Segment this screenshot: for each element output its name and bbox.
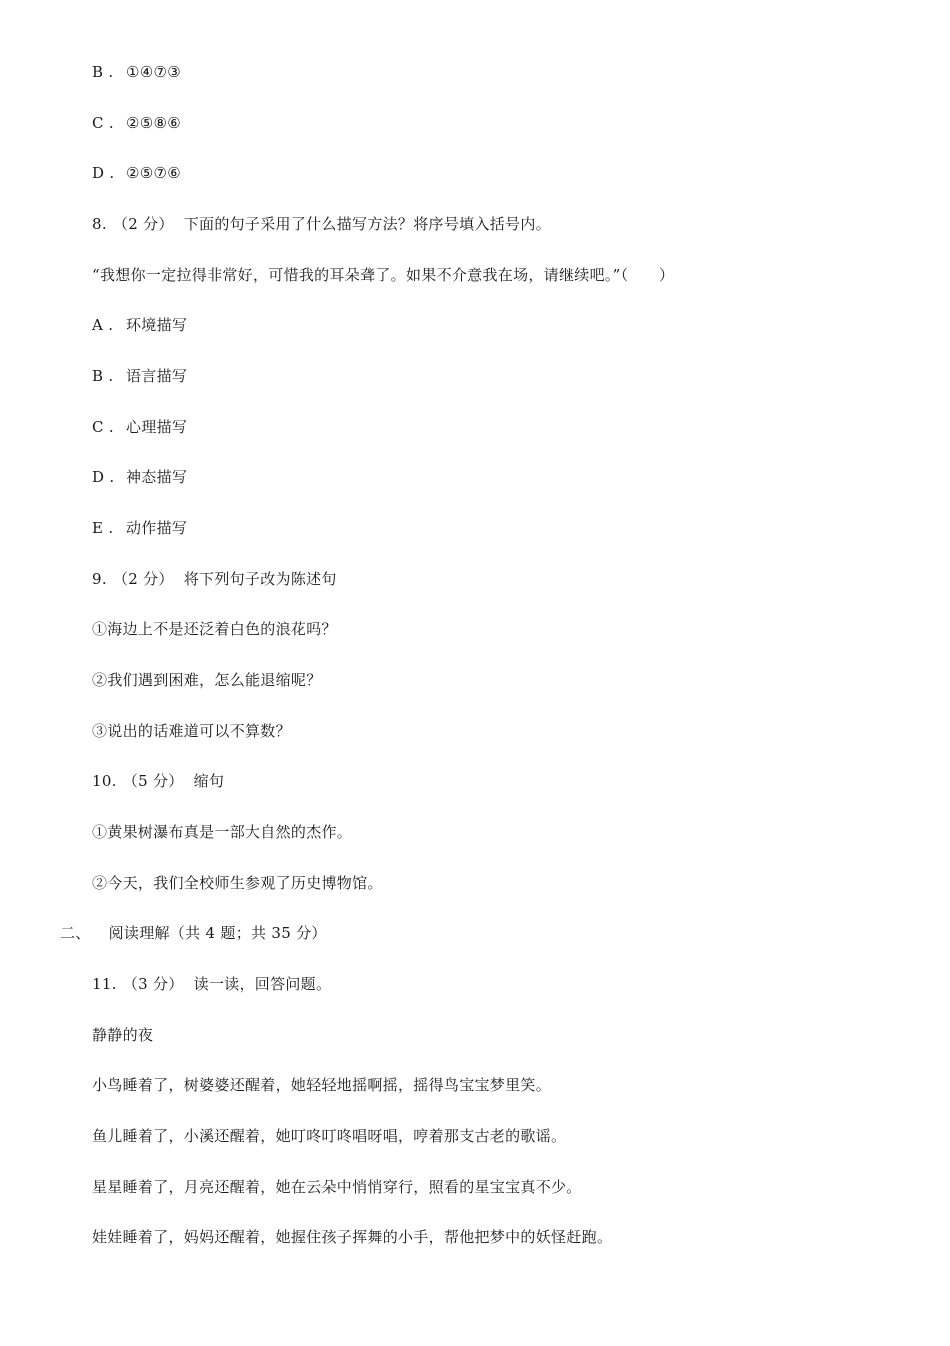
section-title: 阅读理解（共 4 题；共 35 分）: [108, 924, 327, 942]
option-letter: D .: [92, 164, 115, 182]
option-text: ①④⑦③: [126, 63, 181, 81]
question-9-item-1: ①海边上不是还泛着白色的浪花吗？: [92, 620, 337, 638]
option-text: ②⑤⑦⑥: [126, 164, 181, 182]
question-score: （2 分）: [112, 215, 174, 233]
option-letter: B .: [92, 63, 114, 81]
option-q8-a: [92, 315, 187, 335]
option-q8-b: [92, 366, 187, 386]
question-number: 9.: [92, 570, 107, 588]
question-score: （3 分）: [122, 975, 184, 993]
passage-paragraph-1: 小鸟睡着了，树婆婆还醒着，她轻轻地摇啊摇，摇得鸟宝宝梦里笑。: [92, 1076, 552, 1094]
option-letter: E .: [92, 519, 114, 537]
option-letter: B .: [92, 367, 114, 385]
option-text: 心理描写: [126, 418, 188, 436]
option-q8-c: [92, 417, 187, 437]
option-letter: C .: [92, 114, 114, 132]
question-number: 11.: [92, 975, 117, 993]
question-10-header: [92, 771, 224, 791]
question-8-header: [92, 214, 551, 234]
question-8-sentence: “我想你一定拉得非常好，可惜我的耳朵聋了。如果不介意我在场，请继续吧。”（ ）: [92, 266, 675, 284]
question-prompt: 缩句: [193, 772, 225, 790]
option-text: 神态描写: [126, 468, 188, 486]
option-q8-d: [92, 467, 187, 487]
option-q7-d: [92, 163, 181, 183]
question-9-item-3: ③说出的话难道可以不算数？: [92, 722, 291, 740]
option-q7-c: [92, 113, 181, 133]
question-prompt: 下面的句子采用了什么描写方法？将序号填入括号内。: [183, 215, 551, 233]
passage-title: 静静的夜: [92, 1026, 154, 1044]
question-11-header: [92, 974, 331, 994]
section-number: 二、: [60, 924, 91, 942]
option-letter: D .: [92, 468, 115, 486]
question-9-item-2: ②我们遇到困难，怎么能退缩呢？: [92, 671, 322, 689]
option-letter: A .: [92, 316, 114, 334]
passage-paragraph-3: 星星睡着了，月亮还醒着，她在云朵中悄悄穿行，照看的星宝宝真不少。: [92, 1178, 582, 1196]
option-letter: C .: [92, 418, 114, 436]
question-10-item-1: ①黄果树瀑布真是一部大自然的杰作。: [92, 823, 353, 841]
question-number: 8.: [92, 215, 107, 233]
question-10-item-2: ②今天，我们全校师生参观了历史博物馆。: [92, 874, 383, 892]
question-score: （5 分）: [122, 772, 184, 790]
question-9-header: [92, 569, 337, 589]
passage-paragraph-2: 鱼儿睡着了，小溪还醒着，她叮咚叮咚唱呀唱，哼着那支古老的歌谣。: [92, 1127, 567, 1145]
question-prompt: 读一读，回答问题。: [193, 975, 332, 993]
passage-paragraph-4: 娃娃睡着了，妈妈还醒着，她握住孩子挥舞的小手，帮他把梦中的妖怪赶跑。: [92, 1228, 613, 1246]
section-heading: [60, 923, 327, 943]
option-q8-e: [92, 518, 187, 538]
option-q7-b: [92, 62, 181, 82]
option-text: 环境描写: [126, 316, 188, 334]
option-text: ②⑤⑧⑥: [126, 114, 181, 132]
question-number: 10.: [92, 772, 117, 790]
option-text: 动作描写: [126, 519, 188, 537]
question-score: （2 分）: [112, 570, 174, 588]
question-prompt: 将下列句子改为陈述句: [183, 570, 337, 588]
option-text: 语言描写: [126, 367, 188, 385]
